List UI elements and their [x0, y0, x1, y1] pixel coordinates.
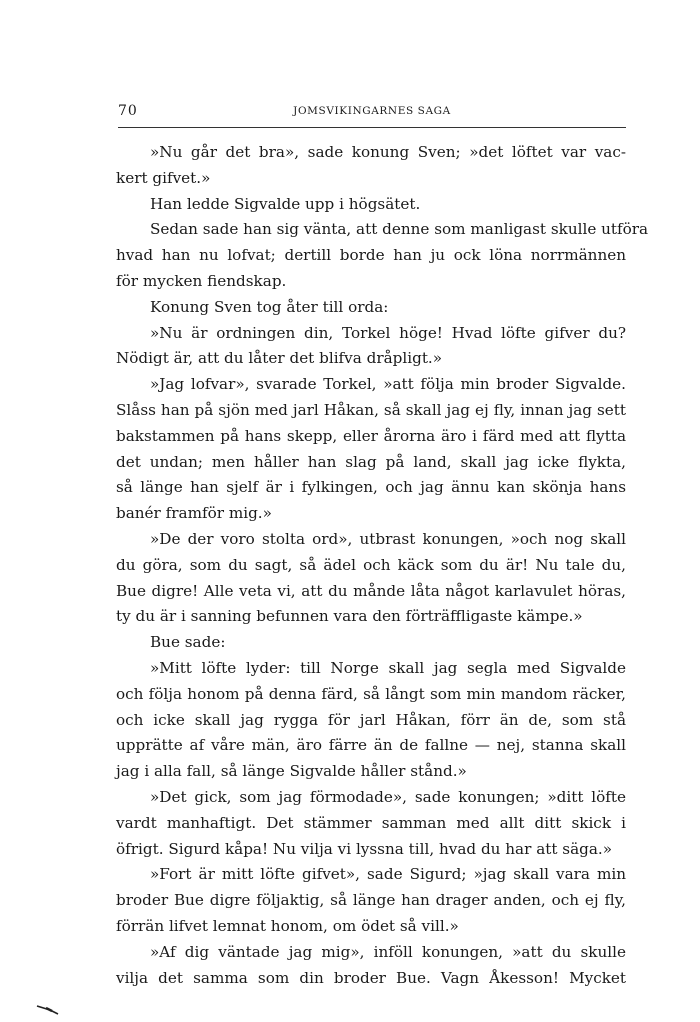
text-line: bakstammen på hans skepp, eller årorna äro i färd med att flytta	[116, 426, 626, 445]
paragraph	[116, 217, 649, 294]
paragraph	[116, 862, 626, 939]
text-line: broder Bue digre följaktig, så länge han drager anden, och ej fly,	[116, 891, 626, 910]
text-line: det undan; men håller han slag på land, skall jag icke flykta,	[116, 452, 626, 471]
text-line: »Af dig väntade jag mig», inföll konungen, »att du skulle	[150, 942, 626, 961]
text-line: »Nu är ordningen din, Torkel höge! Hvad löfte gifver du?	[150, 323, 626, 342]
paragraph	[116, 321, 626, 373]
page-header	[118, 103, 626, 123]
text-line: vardt manhaftigt. Det stämmer samman med allt ditt skick i	[116, 813, 626, 832]
text-line: »Fort är mitt löfte gifvet», sade Sigurd; »jag skall vara min	[150, 865, 626, 884]
text-line: »Det gick, som jag förmodade», sade konungen; »ditt löfte	[150, 787, 626, 806]
paragraph	[116, 295, 626, 321]
text-line: »Nu går det bra», sade konung Sven; »det löftet var vac-	[150, 143, 626, 161]
text-line: och följa honom på denna färd, så långt som min mandom räcker,	[116, 684, 626, 703]
text-line: banér framför mig.»	[116, 504, 272, 523]
text-line: du göra, som du sagt, så ädel och käck som du är! Nu tale du,	[116, 555, 626, 574]
text-line: Han ledde Sigvalde upp i högsätet.	[150, 194, 421, 213]
text-line: »De der voro stolta ord», utbrast konungen, »och nog skall	[150, 529, 626, 548]
text-line: ty du är i sanning befunnen vara den förträffligaste kämpe.»	[116, 607, 583, 626]
text-line: »Jag lofvar», svarade Torkel, »att följa min broder Sigvalde.	[150, 375, 626, 394]
text-line: förrän lifvet lemnat honom, om ödet så vill.»	[116, 916, 459, 935]
page-number: 70	[118, 103, 138, 119]
margin-mark-icon	[36, 1005, 64, 1015]
text-line: jag i alla fall, så länge Sigvalde håller stånd.»	[116, 762, 467, 781]
paragraph	[116, 372, 626, 527]
text-line: Bue digre! Alle veta vi, att du månde låta något karlavulet höras,	[116, 581, 626, 600]
text-line: så länge han sjelf är i fylkingen, och jag ännu kan skönja hans	[116, 478, 626, 497]
text-line: upprätte af våre män, äro färre än de fallne — nej, stanna skall	[116, 736, 626, 755]
paragraph	[116, 527, 626, 630]
paragraph	[116, 140, 626, 192]
paragraph	[116, 656, 626, 785]
header-rule	[118, 127, 626, 128]
text-line: Konung Sven tog åter till orda:	[150, 297, 389, 316]
text-line: »Mitt löfte lyder: till Norge skall jag segla med Sigvalde	[150, 658, 626, 677]
body-text	[116, 140, 649, 991]
text-line: öfrigt. Sigurd kåpa! Nu vilja vi lyssna till, hvad du har att säga.»	[116, 839, 613, 858]
text-line: Sedan sade han sig vänta, att denne som manligast skulle utföra	[150, 220, 649, 239]
text-line: Bue sade:	[150, 633, 226, 652]
text-line: och icke skall jag rygga för jarl Håkan, förr än de, som stå	[116, 710, 626, 729]
text-line: hvad han nu lofvat; dertill borde han ju ock löna norrmännen	[116, 246, 626, 265]
text-line: Nödigt är, att du låter det blifva dråpligt.»	[116, 349, 443, 368]
running-title: JOMSVIKINGARNES SAGA	[293, 105, 451, 117]
paragraph	[116, 785, 626, 862]
text-line: kert gifvet.»	[116, 168, 211, 187]
paragraph	[116, 630, 626, 656]
paragraph	[116, 192, 626, 218]
paragraph	[116, 940, 626, 992]
text-line: vilja det samma som din broder Bue. Vagn Åkesson! Mycket	[116, 968, 626, 987]
text-line: Slåss han på sjön med jarl Håkan, så skall jag ej fly, innan jag sett	[116, 400, 626, 419]
text-line: för mycken fiendskap.	[116, 271, 287, 290]
